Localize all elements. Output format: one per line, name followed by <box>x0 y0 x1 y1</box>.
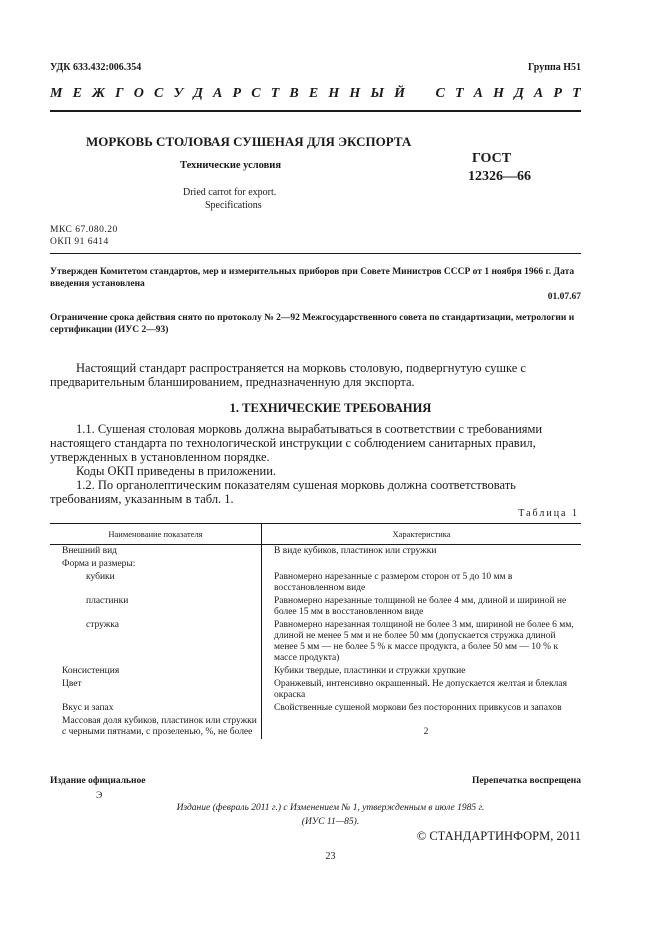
row-characteristic: Свойственные сушеной моркови без посторонних привкусов и запахов <box>274 703 562 713</box>
row-indicator: Внешний вид <box>50 545 262 559</box>
row-characteristic <box>262 558 582 571</box>
banner-letter: Д <box>193 86 203 101</box>
banner-letter: Р <box>232 86 242 101</box>
introduction-date: 01.07.67 <box>547 292 581 302</box>
row-characteristic: Равномерно нарезанная толщиной не более 3 мм, шириной не более 6 мм, длиной не менее 5 мм и не более 50 мм (допускается стружка длиной менее 5 мм — не более 5 % к массе продукта, а более 50 мм — 10 % к массе продукта) <box>274 620 574 663</box>
banner-letter: Р <box>553 86 562 101</box>
gost-number: 12326—66 <box>468 169 531 184</box>
banner-letter: Ы <box>370 86 385 101</box>
banner-letter: А <box>473 86 484 101</box>
banner-letter: С <box>435 86 445 101</box>
row-indicator: пластинки <box>50 595 262 619</box>
row-characteristic: Равномерно нарезанные с размером сторон от 5 до 10 мм в восстановленном виде <box>274 572 513 593</box>
table-row <box>50 619 581 665</box>
paragraph-okp-note: Коды ОКП приведены в приложении. <box>76 464 277 478</box>
banner-letter: О <box>133 86 144 101</box>
table-row <box>50 595 581 619</box>
english-title-line2: Specifications <box>205 200 262 211</box>
row-characteristic: Кубики твердые, пластинки и стружки хрупкие <box>274 666 466 676</box>
limitation-note: Ограничение срока действия снято по протоколу № 2—92 Межгосударственного совета по стандартизации, метрологии и сертификации (ИУС 2—93) <box>50 313 575 335</box>
row-indicator: Вкус и запах <box>50 702 262 715</box>
banner-letter: М <box>50 86 63 101</box>
banner-letter: Д <box>514 86 524 101</box>
row-characteristic: 2 <box>423 727 429 737</box>
table-row <box>50 558 581 571</box>
table-row <box>50 678 581 702</box>
row-indicator: кубики <box>50 571 262 595</box>
official-edition: Издание официальное <box>50 776 146 786</box>
approval-text: Утвержден Комитетом стандартов, мер и измерительных приборов при Совете Министров СССР от 1 ноября 1966 г. Дата введения установлена <box>50 267 575 289</box>
table-row <box>50 545 581 559</box>
banner-letter: А <box>533 86 544 101</box>
interstate-standard-banner <box>50 86 581 102</box>
mks-code: МКС 67.080.20 <box>50 225 118 235</box>
paragraph-1-1: 1.1. Сушеная столовая морковь должна вырабатываться в соответствии с требованиями настоящего стандарта по технологической инструкции с соблюдением санитарных правил, утвержденных в установленном порядке. <box>50 422 543 464</box>
table-row <box>50 665 581 678</box>
banner-letter: У <box>173 86 184 101</box>
row-characteristic: Равномерно нарезанные толщиной не более 4 мм, длиной и шириной не более 15 мм в восстановленном виде <box>274 596 567 617</box>
banner-letter: Т <box>454 86 464 101</box>
paragraph-1-2: 1.2. По органолептическим показателям сушеная морковь должна соответствовать требованиям, указанным в табл. 1. <box>50 478 516 506</box>
banner-letter: Е <box>72 86 82 101</box>
organoleptic-table <box>50 523 581 739</box>
banner-letter: Ж <box>92 86 105 101</box>
row-indicator: Форма и размеры: <box>50 558 262 571</box>
english-title-line1: Dried carrot for export. <box>183 187 277 198</box>
banner-letter: Г <box>115 86 124 101</box>
gost-number-block <box>470 150 531 186</box>
table-row <box>50 571 581 595</box>
page-number: 23 <box>325 851 336 862</box>
section-heading: 1. ТЕХНИЧЕСКИЕ ТРЕБОВАНИЯ <box>229 401 432 415</box>
header-rule <box>50 110 581 112</box>
banner-letter: С <box>153 86 164 101</box>
title-rule <box>50 253 581 254</box>
banner-letter: Т <box>270 86 280 101</box>
group-code: Группа Н51 <box>528 62 581 73</box>
banner-letter: Е <box>308 86 319 101</box>
banner-letter: Н <box>328 86 340 101</box>
row-indicator: Цвет <box>50 678 262 702</box>
edition-note-ius: (ИУС 11—85). <box>301 817 360 827</box>
intro-paragraph: Настоящий стандарт распространяется на морковь столовую, подвергнутую сушке с предварительным бланшированием, предназначенную для экспорта. <box>50 361 526 389</box>
banner-letter: Н <box>493 86 505 101</box>
banner-letter: А <box>213 86 223 101</box>
document-title: МОРКОВЬ СТОЛОВАЯ СУШЕНАЯ ДЛЯ ЭКСПОРТА <box>86 134 412 149</box>
reprint-prohibited: Перепечатка воспрещена <box>471 776 581 786</box>
row-indicator: Массовая доля кубиков, пластинок или стружки с черными пятнами, с прозеленью, %, не более <box>50 715 262 739</box>
table-row <box>50 715 581 739</box>
row-characteristic: Оранжевый, интенсивно окрашенный. Не допускается желтая и блеклая окраска <box>274 679 567 700</box>
banner-letter: Й <box>394 86 406 101</box>
edition-note: Издание (февраль 2011 г.) с Изменением № 1, утвержденным в июле 1985 г. <box>176 803 485 813</box>
row-indicator: Консистенция <box>50 665 262 678</box>
table-caption: Таблица 1 <box>518 508 579 519</box>
row-indicator: стружка <box>50 619 262 665</box>
row-characteristic: В виде кубиков, пластинок или стружки <box>274 546 437 556</box>
banner-letter: С <box>251 86 261 101</box>
column-header-characteristic: Характеристика <box>262 524 582 545</box>
table-header-row <box>50 524 581 545</box>
edition-mark: Э <box>96 791 103 801</box>
classification-codes <box>50 224 118 248</box>
copyright: © СТАНДАРТИНФОРМ, 2011 <box>416 829 581 843</box>
table-row <box>50 702 581 715</box>
banner-letter: В <box>289 86 299 101</box>
banner-letter: Т <box>572 86 581 101</box>
column-header-indicator: Наименование показателя <box>50 524 262 545</box>
udk-code: УДК 633.432:006.354 <box>50 62 142 73</box>
document-subtitle: Технические условия <box>180 160 282 171</box>
banner-letter: Н <box>349 86 361 101</box>
gost-label: ГОСТ <box>472 151 512 166</box>
okp-code: ОКП 91 6414 <box>50 237 109 247</box>
